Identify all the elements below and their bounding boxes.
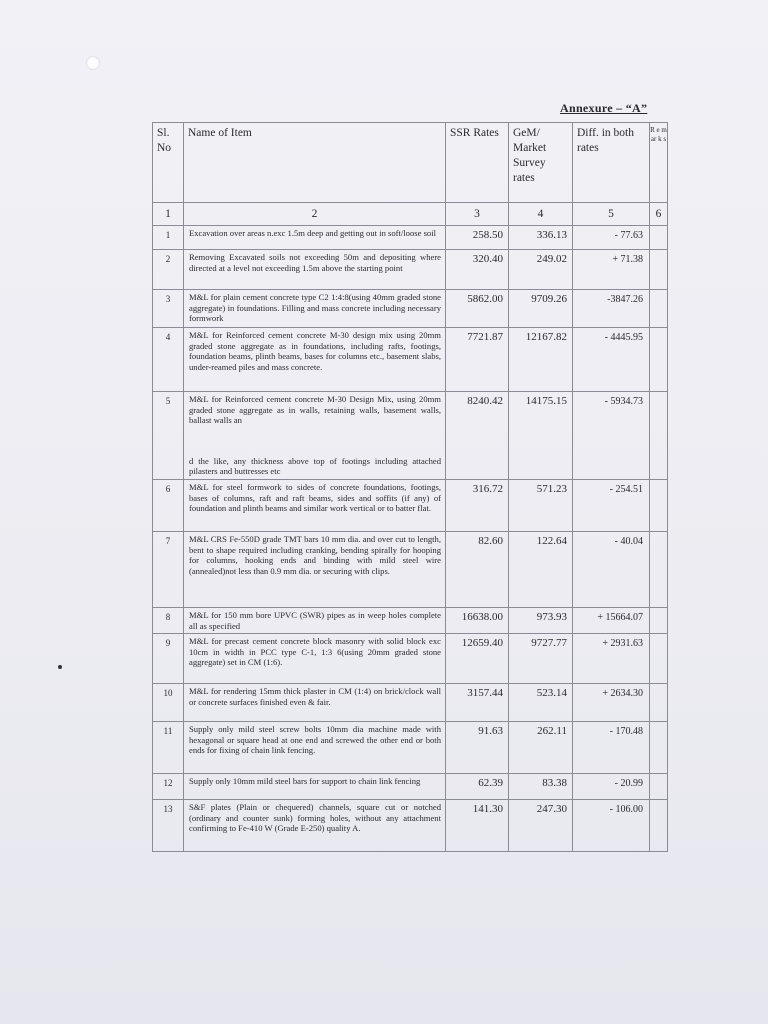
- row-ssr-rate: 7721.87: [446, 328, 509, 392]
- row-remarks: [650, 392, 668, 480]
- row-ssr-rate: 316.72: [446, 480, 509, 532]
- row-gem-rate: 571.23: [509, 480, 573, 532]
- row-gem-rate: 247.30: [509, 800, 573, 852]
- row-sl-no: 3: [153, 290, 184, 328]
- column-number: 2: [184, 203, 446, 226]
- table-row: [153, 328, 668, 392]
- row-description: M&L for precast cement concrete block masonry with solid block exc 10cm in width in PCC type C-1, 1:3 6(using 20mm graded stone aggregate) set in CM (1:6).: [184, 634, 446, 684]
- row-gem-rate: 262.11: [509, 722, 573, 774]
- table-row: [153, 800, 668, 852]
- row-description: M&L for steel formwork to sides of concrete foundations, footings, bases of columns, raft and raft beams, sides and soffits (if any) of foundation and plinth beams and similar work vertical or to batter flat.: [184, 480, 446, 532]
- table-row: [153, 722, 668, 774]
- table-row: [153, 250, 668, 290]
- row-description: M&L CRS Fe-550D grade TMT bars 10 mm dia. and over cut to length, bent to shape required including cranking, bending spirally for hooping for columns, hooking ends and binding with mild steel wire (annealed)not less than 0.9 mm dia. or securing with clips.: [184, 532, 446, 608]
- row-ssr-rate: 16638.00: [446, 608, 509, 634]
- row-description: Supply only 10mm mild steel bars for support to chain link fencing: [184, 774, 446, 800]
- row-description: M&L for rendering 15mm thick plaster in CM (1:4) on brick/clock wall or concrete surfaces finished even & fair.: [184, 684, 446, 722]
- table-row: [153, 532, 668, 608]
- table-row: [153, 774, 668, 800]
- header-ssr-rates: SSR Rates: [446, 123, 509, 203]
- row-description: Supply only mild steel screw bolts 10mm dia machine made with hexagonal or square head at one end and screwed the other end or both ends for fixing of chain link fencing.: [184, 722, 446, 774]
- row-remarks: [650, 290, 668, 328]
- row-diff: - 5934.73: [573, 392, 650, 480]
- row-diff: -3847.26: [573, 290, 650, 328]
- items-table: [152, 122, 668, 852]
- header-sl-no: Sl. No: [153, 123, 184, 203]
- header-row: [153, 123, 668, 203]
- row-description: Excavation over areas n.exc 1.5m deep and getting out in soft/loose soil: [184, 226, 446, 250]
- row-sl-no: 4: [153, 328, 184, 392]
- scan-speck: [58, 665, 62, 669]
- row-sl-no: 5: [153, 392, 184, 480]
- row-sl-no: 8: [153, 608, 184, 634]
- row-remarks: [650, 608, 668, 634]
- table-row: [153, 226, 668, 250]
- row-remarks: [650, 532, 668, 608]
- row-diff: - 106.00: [573, 800, 650, 852]
- column-number: 5: [573, 203, 650, 226]
- punch-hole: [86, 56, 100, 70]
- table-row: [153, 392, 668, 480]
- row-description: M&L for 150 mm bore UPVC (SWR) pipes as in weep holes complete all as specified: [184, 608, 446, 634]
- row-remarks: [650, 774, 668, 800]
- row-description: M&L for Reinforced cement concrete M-30 design mix using 20mm graded stone aggregate as in foundations, including rafts, footings, foundation beams, plinth beams, bases for columns etc., basement slabs, under-reamed piles and mass concrete.: [184, 328, 446, 392]
- row-sl-no: 10: [153, 684, 184, 722]
- column-number: 3: [446, 203, 509, 226]
- table-row: [153, 684, 668, 722]
- row-remarks: [650, 250, 668, 290]
- row-ssr-rate: 62.39: [446, 774, 509, 800]
- row-diff: + 15664.07: [573, 608, 650, 634]
- column-number: 4: [509, 203, 573, 226]
- row-description-part1: M&L for Reinforced cement concrete M-30 Design Mix, using 20mm graded stone aggregate as in walls, retaining walls, basement walls, ballast walls an: [189, 394, 441, 426]
- row-gem-rate: 122.64: [509, 532, 573, 608]
- table-row: [153, 290, 668, 328]
- annexure-title: Annexure – “A”: [560, 101, 648, 115]
- row-ssr-rate: 3157.44: [446, 684, 509, 722]
- row-gem-rate: 523.14: [509, 684, 573, 722]
- row-sl-no: 11: [153, 722, 184, 774]
- row-description: Removing Excavated soils not exceeding 50m and depositing where directed at a level not exceeding 1.5m above the starting point: [184, 250, 446, 290]
- row-gem-rate: 249.02: [509, 250, 573, 290]
- row-diff: - 254.51: [573, 480, 650, 532]
- column-number-row: [153, 203, 668, 226]
- row-sl-no: 12: [153, 774, 184, 800]
- row-remarks: [650, 634, 668, 684]
- row-ssr-rate: 141.30: [446, 800, 509, 852]
- row-gem-rate: 336.13: [509, 226, 573, 250]
- row-sl-no: 6: [153, 480, 184, 532]
- row-diff: - 4445.95: [573, 328, 650, 392]
- row-description: M&L for plain cement concrete type C2 1:4:8(using 40mm graded stone aggregate) in foundations. Filling and mass concrete including necessary formwork: [184, 290, 446, 328]
- row-description: S&F plates (Plain or chequered) channels, square cut or notched (ordinary and counter sunk) forming holes, without any attachment confirming to Fe-410 W (Grade E-250) quality A.: [184, 800, 446, 852]
- row-diff: + 2634.30: [573, 684, 650, 722]
- row-ssr-rate: 320.40: [446, 250, 509, 290]
- row-sl-no: 9: [153, 634, 184, 684]
- row-gem-rate: 12167.82: [509, 328, 573, 392]
- row-ssr-rate: 12659.40: [446, 634, 509, 684]
- table-row: [153, 480, 668, 532]
- row-diff: + 71.38: [573, 250, 650, 290]
- table-row: [153, 634, 668, 684]
- row-diff: - 170.48: [573, 722, 650, 774]
- row-description: [184, 392, 446, 480]
- row-remarks: [650, 226, 668, 250]
- row-ssr-rate: 91.63: [446, 722, 509, 774]
- table-row: [153, 608, 668, 634]
- header-name-of-item: Name of Item: [184, 123, 446, 203]
- row-remarks: [650, 328, 668, 392]
- row-gem-rate: 973.93: [509, 608, 573, 634]
- header-diff: Diff. in both rates: [573, 123, 650, 203]
- row-diff: + 2931.63: [573, 634, 650, 684]
- column-number: 1: [153, 203, 184, 226]
- row-ssr-rate: 258.50: [446, 226, 509, 250]
- row-remarks: [650, 800, 668, 852]
- row-gem-rate: 9727.77: [509, 634, 573, 684]
- row-sl-no: 7: [153, 532, 184, 608]
- row-gem-rate: 83.38: [509, 774, 573, 800]
- row-ssr-rate: 82.60: [446, 532, 509, 608]
- row-diff: - 20.99: [573, 774, 650, 800]
- row-ssr-rate: 5862.00: [446, 290, 509, 328]
- row-sl-no: 2: [153, 250, 184, 290]
- row-description-part2: d the like, any thickness above top of footings including attached pilasters and buttresses etc: [189, 455, 441, 477]
- row-sl-no: 1: [153, 226, 184, 250]
- row-gem-rate: 9709.26: [509, 290, 573, 328]
- row-gem-rate: 14175.15: [509, 392, 573, 480]
- row-diff: - 40.04: [573, 532, 650, 608]
- row-ssr-rate: 8240.42: [446, 392, 509, 480]
- header-gem-rates: GeM/ Market Survey rates: [509, 123, 573, 203]
- row-sl-no: 13: [153, 800, 184, 852]
- row-remarks: [650, 480, 668, 532]
- header-remarks: R e m ar k s: [650, 123, 668, 203]
- row-remarks: [650, 684, 668, 722]
- row-remarks: [650, 722, 668, 774]
- column-number: 6: [650, 203, 668, 226]
- row-diff: - 77.63: [573, 226, 650, 250]
